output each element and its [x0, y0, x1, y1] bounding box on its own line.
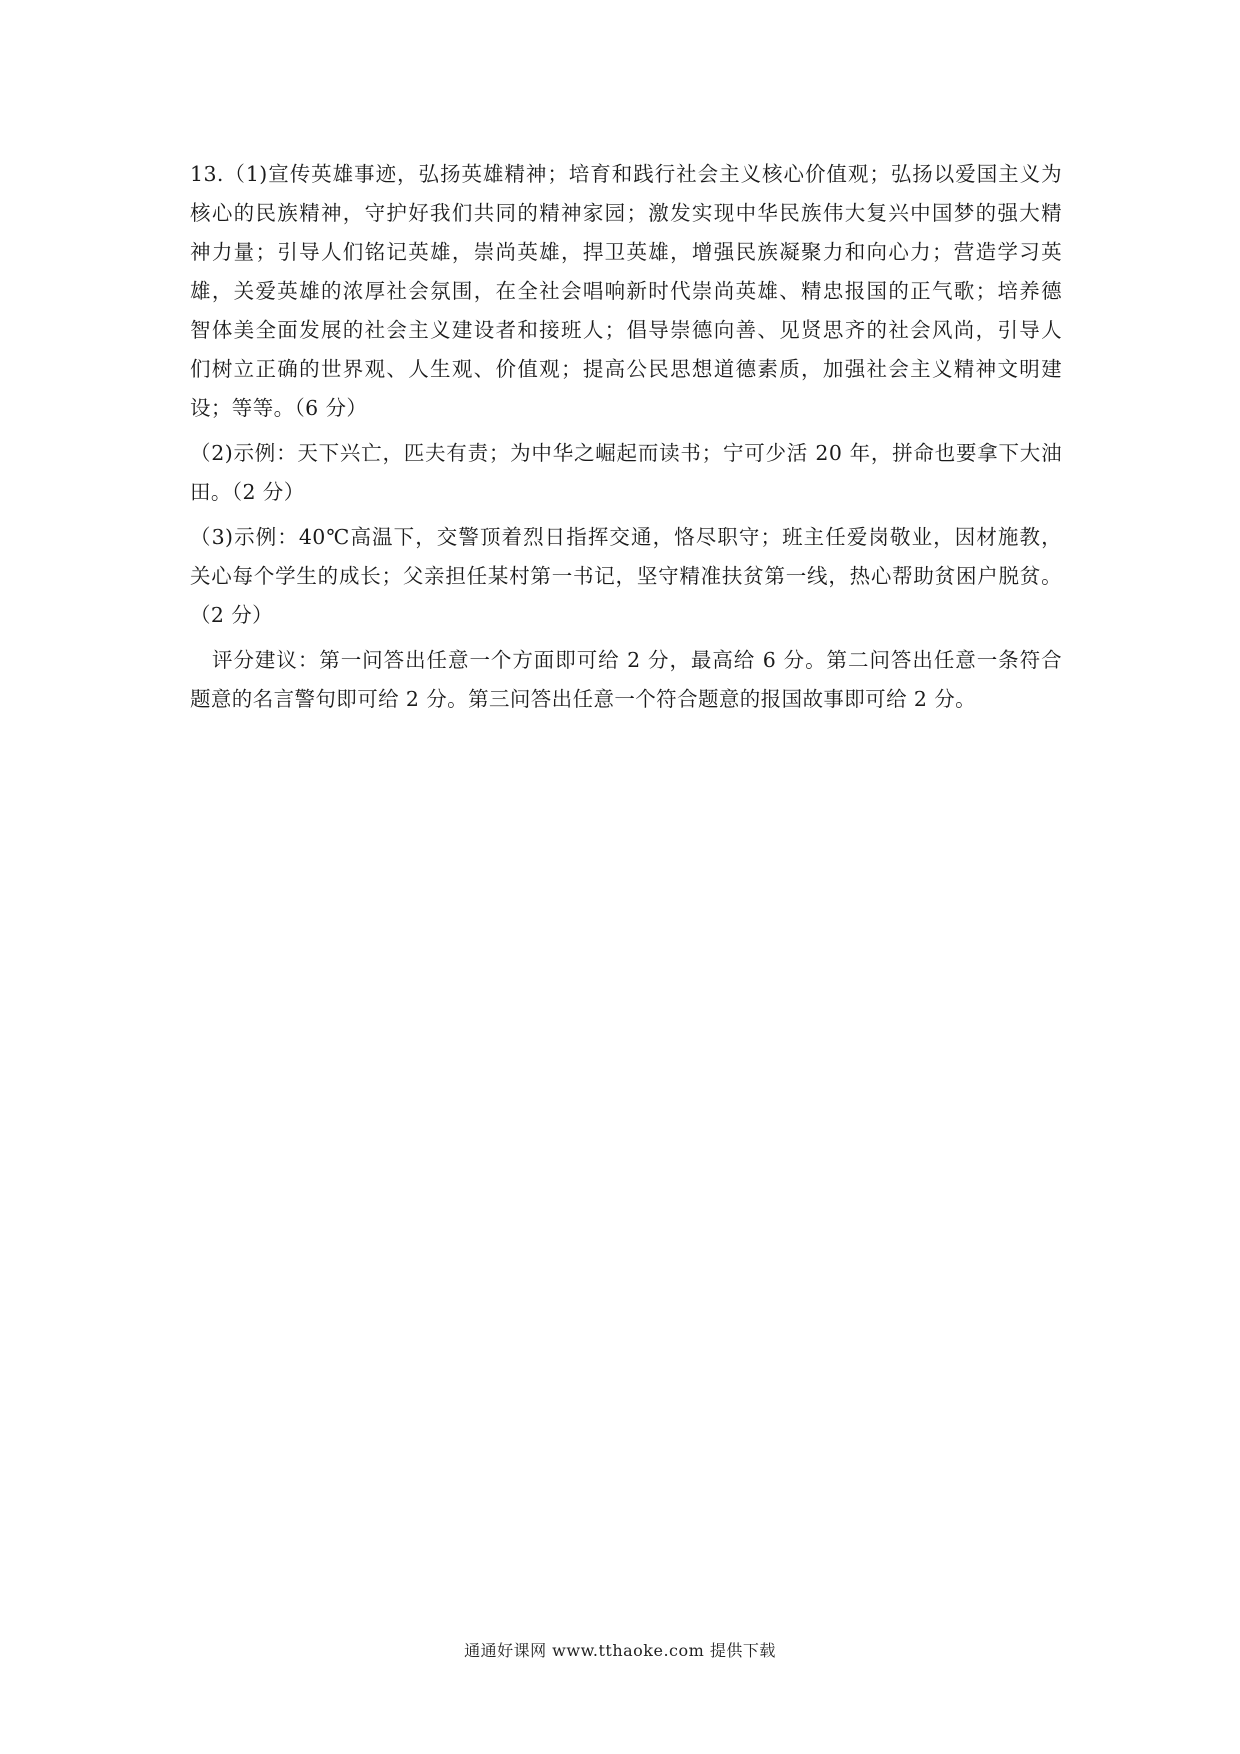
answer-q2-line: （2)示例：天下兴亡，匹夫有责；为中华之崛起而读书；宁可少活 20 年，拼命也要拿下大油 — [190, 441, 1062, 465]
answer-q1 — [190, 155, 1062, 428]
grading-line: 评分建议：第一问答出任意一个方面即可给 2 分，最高给 6 分。第二问答出任意一条符合 — [212, 648, 1062, 672]
grading-suggestion — [190, 641, 1062, 719]
footer-source-note: 通通好课网 www.tthaoke.com 提供下载 — [464, 1641, 776, 1660]
answer-content — [190, 155, 1062, 719]
answer-q1-line: 神力量；引导人们铭记英雄，崇尚英雄，捍卫英雄，增强民族凝聚力和向心力；营造学习英 — [190, 240, 1062, 264]
answer-q2-line: 田。（2 分） — [190, 480, 305, 504]
answer-q3-line: （2 分） — [190, 603, 274, 627]
grading-line: 题意的名言警句即可给 2 分。第三问答出任意一个符合题意的报国故事即可给 2 分。 — [190, 687, 977, 711]
answer-q1-line: 们树立正确的世界观、人生观、价值观；提高公民思想道德素质，加强社会主义精神文明建 — [190, 357, 1062, 381]
answer-q1-line: 雄，关爱英雄的浓厚社会氛围，在全社会唱响新时代崇尚英雄、精忠报国的正气歌；培养德 — [190, 279, 1062, 303]
answer-q1-line: 13.（1)宣传英雄事迹，弘扬英雄精神；培育和践行社会主义核心价值观；弘扬以爱国主义为 — [190, 162, 1062, 186]
answer-q1-line: 核心的民族精神，守护好我们共同的精神家园；激发实现中华民族伟大复兴中国梦的强大精 — [190, 201, 1062, 225]
answer-q1-line: 智体美全面发展的社会主义建设者和接班人；倡导崇德向善、见贤思齐的社会风尚，引导人 — [190, 318, 1062, 342]
answer-q2 — [190, 434, 1062, 512]
answer-q3 — [190, 518, 1062, 635]
answer-q3-line: （3)示例：40℃高温下，交警顶着烈日指挥交通，恪尽职守；班主任爱岗敬业，因材施教， — [190, 525, 1062, 549]
answer-q3-line: 关心每个学生的成长；父亲担任某村第一书记，坚守精准扶贫第一线，热心帮助贫困户脱贫。 — [190, 564, 1062, 588]
answer-q1-line: 设；等等。（6 分） — [190, 396, 368, 420]
